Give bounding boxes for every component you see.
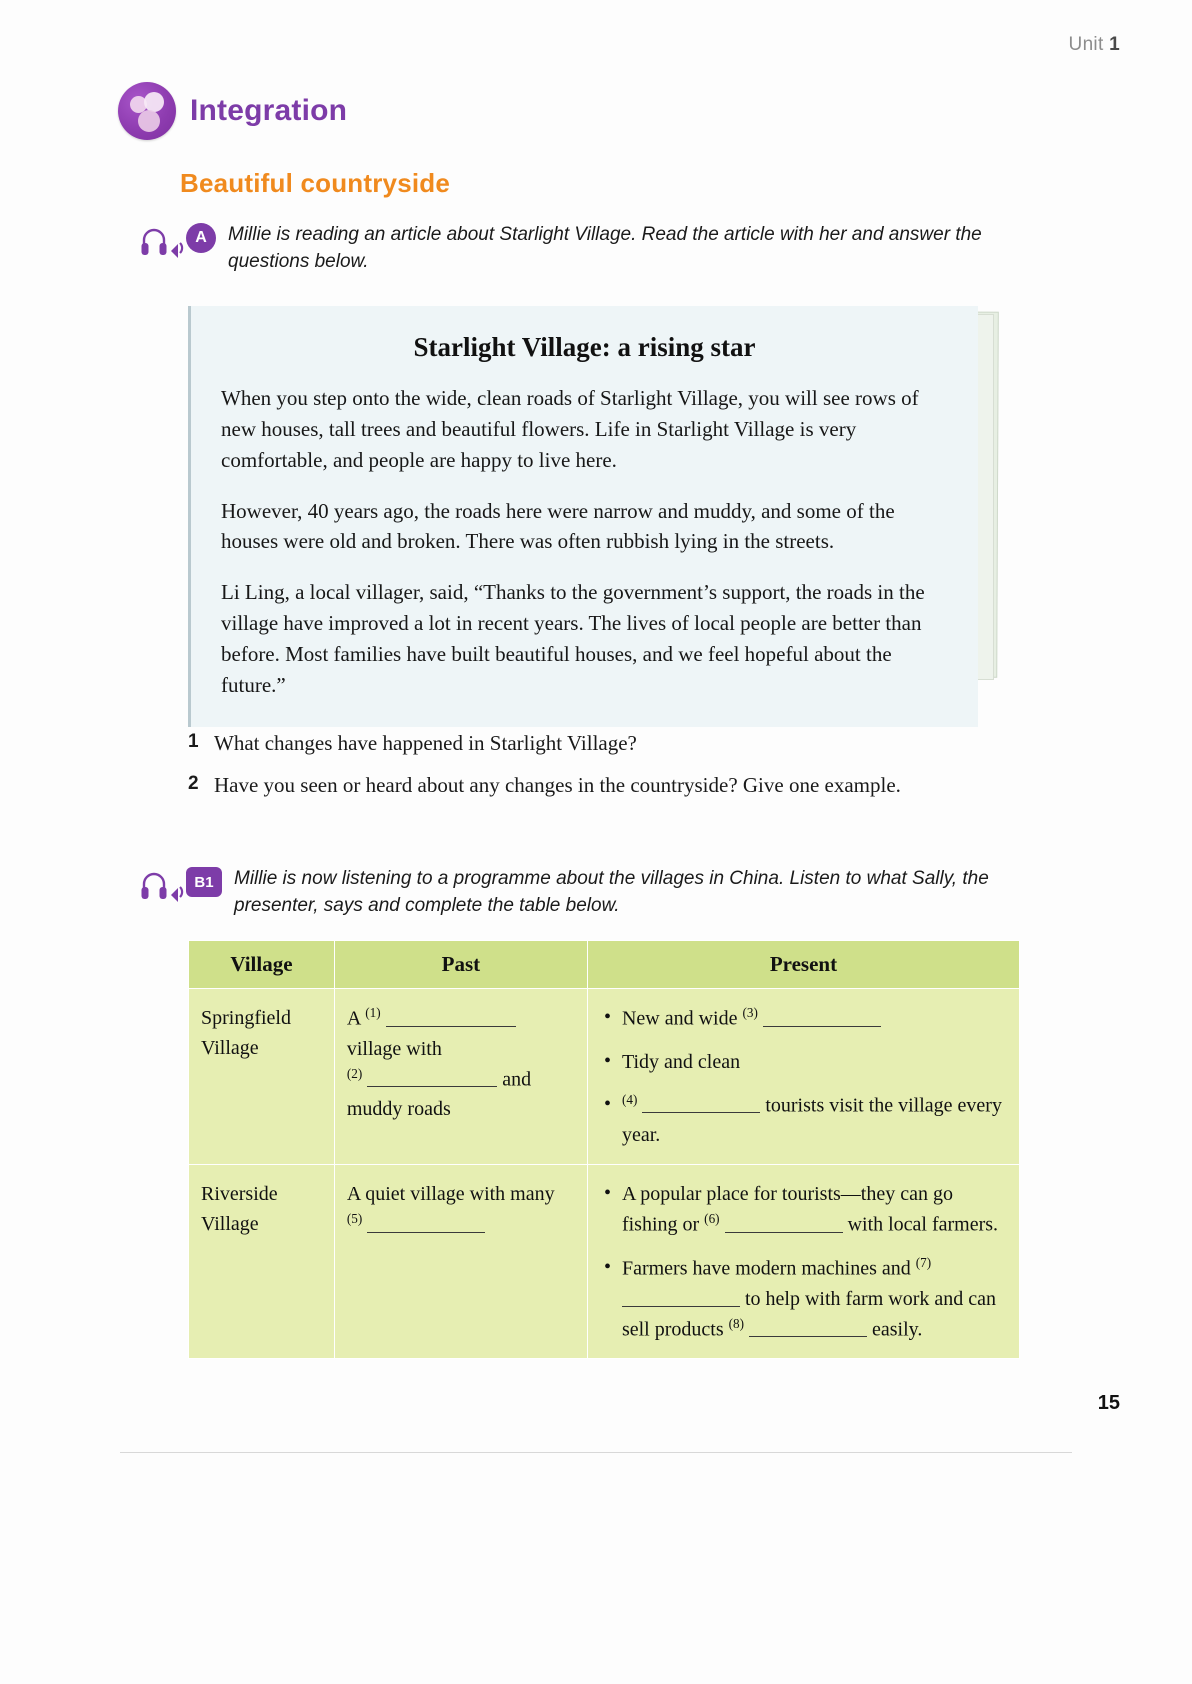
task-a-letter: A — [186, 223, 216, 253]
question-number: 1 — [188, 731, 199, 752]
column-header-present: Present — [587, 941, 1019, 989]
item-post: to help with farm work and can sell products — [621, 1287, 996, 1341]
task-a — [140, 222, 998, 276]
question-number: 2 — [188, 773, 199, 795]
answer-blank[interactable] — [763, 1006, 881, 1027]
blank-number: (8) — [728, 1315, 744, 1331]
section-heading — [118, 82, 347, 140]
list-item — [188, 728, 978, 758]
cell-past — [334, 1165, 587, 1359]
unit-prefix: Unit — [1068, 34, 1110, 55]
list-item — [622, 1003, 1007, 1034]
cell-present — [587, 1165, 1019, 1359]
answer-blank[interactable] — [386, 1006, 516, 1027]
article-body — [188, 306, 978, 727]
list-item — [188, 770, 978, 800]
unit-number: 1 — [1109, 34, 1120, 55]
headphones-icon — [140, 224, 186, 258]
blank-number: (6) — [704, 1211, 720, 1227]
answer-blank[interactable] — [725, 1212, 843, 1233]
headphones-icon — [140, 868, 186, 902]
past-mid: village with — [346, 1037, 442, 1060]
task-b — [140, 866, 1034, 920]
column-header-village: Village — [189, 941, 335, 989]
answer-blank[interactable] — [367, 1212, 485, 1233]
footer-divider — [120, 1452, 1072, 1453]
blank-number: (1) — [365, 1005, 381, 1020]
article-card — [188, 306, 988, 727]
item-post: with local farmers. — [847, 1213, 999, 1236]
question-list — [188, 728, 978, 813]
listening-table — [188, 940, 1020, 1359]
integration-icon — [118, 82, 176, 140]
task-a-instruction: Millie is reading an article about Starlight Village. Read the article with her and answer the questions below. — [228, 224, 982, 272]
item-post: easily. — [872, 1318, 923, 1341]
blank-number: (2) — [346, 1065, 363, 1081]
blank-number: (4) — [621, 1091, 638, 1107]
task-b-letter: B1 — [186, 867, 222, 897]
past-lead: A — [346, 1007, 361, 1030]
column-header-past: Past — [334, 941, 587, 989]
table-header-row — [189, 941, 1020, 989]
answer-blank[interactable] — [622, 1286, 740, 1307]
item-pre: A popular place for tourists—they can go fishing or — [621, 1183, 953, 1236]
list-item — [622, 1253, 1007, 1344]
page-number: 15 — [1097, 1392, 1120, 1414]
answer-blank[interactable] — [367, 1066, 497, 1087]
answer-blank[interactable] — [749, 1316, 867, 1337]
cell-village: Riverside Village — [189, 1165, 335, 1359]
past-after: and muddy roads — [346, 1068, 532, 1121]
article-title: Starlight Village: a rising star — [413, 332, 756, 362]
question-text: Have you seen or heard about any changes in the countryside? Give one example. — [214, 773, 901, 798]
cell-village: Springfield Village — [189, 989, 335, 1165]
item-pre: New and wide — [621, 1007, 738, 1030]
article-paragraph: However, 40 years ago, the roads here were narrow and muddy, and some of the houses were old and broken. There was often rubbish lying in the streets. — [221, 498, 895, 554]
list-item — [622, 1179, 1007, 1240]
section-subtitle: Beautiful countryside — [180, 168, 451, 198]
question-text: What changes have happened in Starlight Village? — [214, 731, 637, 755]
blank-number: (7) — [915, 1254, 932, 1270]
task-b-instruction: Millie is now listening to a programme about the villages in China. Listen to what Sally, the presenter, says and complete the table below. — [234, 868, 989, 916]
blank-number: (5) — [346, 1211, 363, 1227]
answer-blank[interactable] — [642, 1092, 760, 1113]
item-pre: Tidy and clean — [621, 1050, 741, 1073]
blank-number: (3) — [742, 1005, 758, 1020]
item-post: tourists visit the village every year. — [621, 1094, 1002, 1147]
list-item — [622, 1047, 1007, 1077]
article-paragraph: When you step onto the wide, clean roads of Starlight Village, you will see rows of new houses, tall trees and beautiful flowers. Life in Starlight Village is very comfortable, and people are happy to live here. — [221, 386, 919, 472]
list-item — [622, 1090, 1007, 1151]
article-paragraph: Li Ling, a local villager, said, “Thanks to the government’s support, the roads in the village have improved a lot in recent years. The lives of local people are better than before. Most families have built beautiful houses, and we feel hopeful about the future.” — [221, 580, 925, 697]
past-lead: A quiet village with many — [346, 1183, 555, 1206]
item-pre: Farmers have modern machines and — [621, 1257, 911, 1280]
unit-label — [1069, 34, 1120, 56]
section-title: Integration — [190, 94, 348, 127]
cell-past — [334, 989, 587, 1165]
table-row — [189, 989, 1020, 1165]
cell-present — [587, 989, 1019, 1165]
table-row — [189, 1165, 1020, 1359]
